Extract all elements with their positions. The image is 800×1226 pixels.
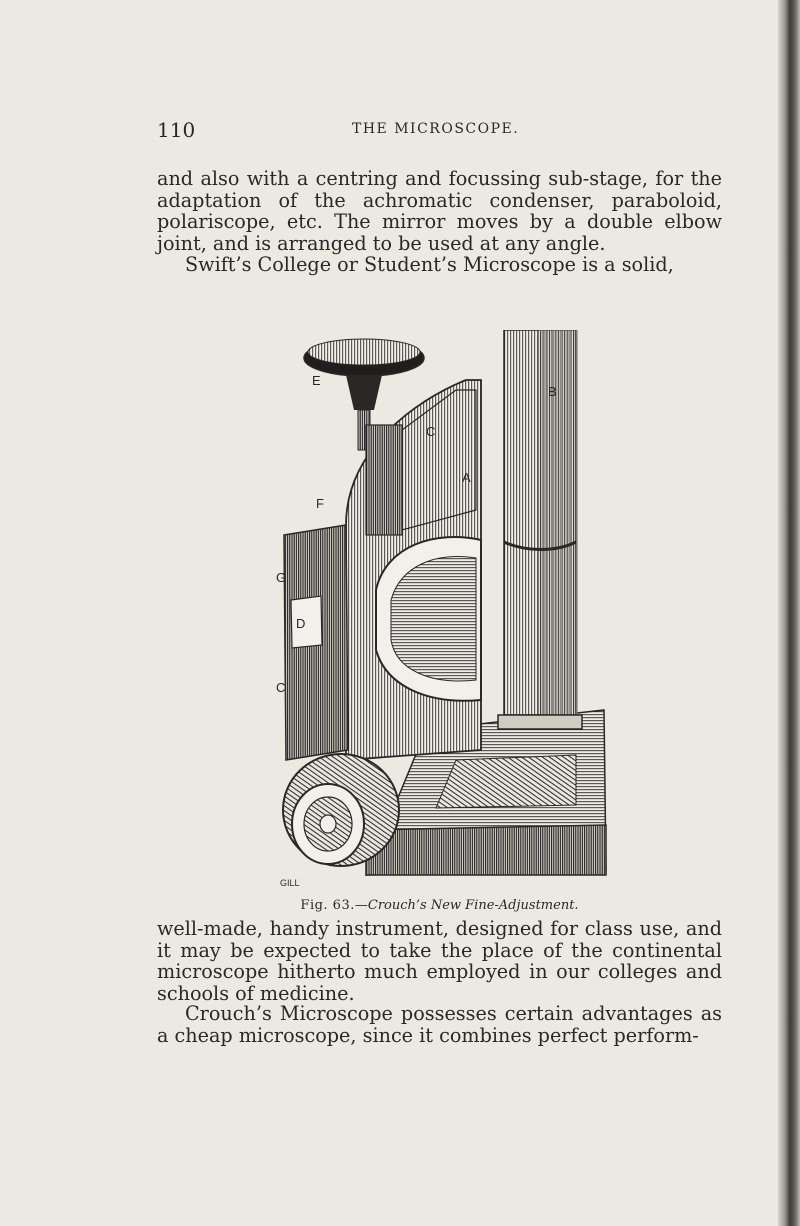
paragraph-crouch: Crouch’s Microscope possesses certain advantages as a cheap microscope, since it combines perfect perform- (157, 1002, 722, 1047)
figure-caption: Fig. 63.—Crouch’s New Fine-Adjustment. (300, 898, 579, 913)
figure-label-c-top: C (426, 424, 436, 439)
paragraph-sub-stage: and also with a centring and focussing sub-stage, for the adaptation of the achromatic condenser, paraboloid, polariscope, etc. The mirror moves by a double elbow joint, and is arranged to be used at any angle. (157, 167, 722, 255)
figure-label-d: D (296, 616, 306, 631)
microscope-illustration (276, 330, 612, 892)
figure-label-c-bottom: C (276, 680, 286, 695)
caption-title: Crouch’s New Fine-Adjustment. (367, 898, 579, 913)
paragraph-swift-intro: Swift’s College or Student’s Microscope is a solid, (185, 253, 674, 276)
page-number: 110 (157, 118, 196, 142)
paragraph-swift-description: well-made, handy instrument, designed for class use, and it may be expected to take the place of the continental microscope hitherto much employed in our colleges and schools of medicine. (157, 917, 722, 1005)
figure-label-e: E (312, 373, 321, 388)
engraver-signature: GILL (280, 878, 300, 888)
caption-number: Fig. 63. (300, 898, 355, 913)
running-head: THE MICROSCOPE. (352, 121, 520, 137)
page-header (157, 118, 717, 144)
page-edge (778, 0, 800, 1226)
figure-label-f: F (316, 496, 324, 511)
figure-label-a: A (462, 470, 471, 485)
microscope-figure (276, 330, 612, 892)
figure-label-g: G (276, 570, 287, 585)
figure-label-b: B (548, 384, 557, 399)
